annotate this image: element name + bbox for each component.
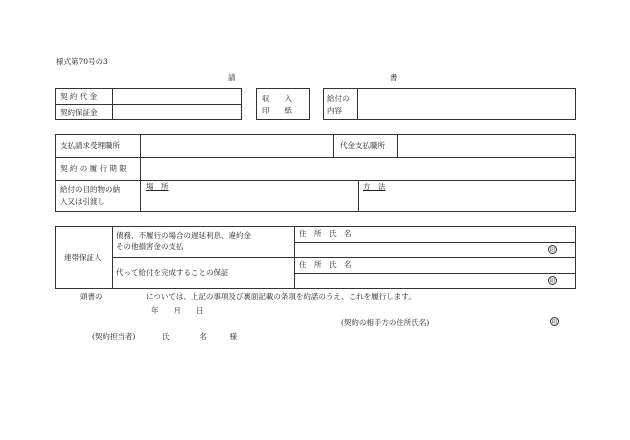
divider (333, 134, 334, 157)
seal-icon: 印 (549, 247, 556, 254)
contract-officer-label: (契約担当者) (92, 332, 136, 341)
guarantee-clause-1-line-1: 債務、不履行の場合の遅延利息、違約金 (116, 231, 251, 240)
performance-deadline-label: 契 約 の 履 行 期 限 (60, 164, 127, 173)
contract-price-field[interactable] (114, 90, 240, 102)
divider (112, 88, 113, 120)
seal-icon: 印 (551, 319, 558, 326)
guarantor-address-field-2[interactable] (297, 275, 543, 287)
payment-office-field[interactable] (143, 136, 331, 155)
delivery-label-1: 給付の目的物の納 (60, 185, 120, 194)
revenue-stamp-label-1: 収 入 (262, 94, 292, 103)
guarantee-clause-1-line-2: その他損害金の支払 (116, 242, 184, 251)
divider (112, 257, 576, 258)
address-name-label-1: 住 所 氏 名 (299, 229, 352, 238)
pledge-text: については、上記の事項及び裏面記載の条項を約諾のうえ、これを履行します。 (146, 292, 416, 301)
address-name-label-2: 住 所 氏 名 (299, 260, 352, 269)
price-payment-office-field[interactable] (400, 136, 574, 155)
divider (358, 180, 359, 212)
performance-deadline-field[interactable] (143, 159, 574, 178)
guarantee-clause-2: 代って給付を完成することの保証 (116, 268, 229, 277)
date-line: 年 月 日 (151, 306, 204, 315)
title-left-char: 請 (228, 73, 236, 82)
guarantor-address-field-1[interactable] (297, 244, 543, 256)
price-payment-office-label: 代金支払職所 (340, 141, 385, 150)
title-right-char: 書 (390, 73, 398, 82)
form-number: 様式第70号の3 (56, 57, 108, 66)
divider (294, 273, 576, 274)
contract-deposit-field[interactable] (114, 106, 240, 118)
joint-guarantor-label: 連帯保証人 (64, 253, 102, 262)
revenue-stamp-label-2: 印 紙 (262, 106, 292, 115)
counterparty-label: (契約の相手方の住所氏名) (341, 318, 430, 327)
place-label: 場 所 (146, 182, 169, 191)
revenue-stamp-box[interactable] (256, 88, 310, 120)
divider (294, 242, 576, 243)
seal-icon: 印 (549, 278, 556, 285)
divider (397, 134, 398, 157)
divider (357, 88, 358, 120)
contract-deposit-label: 契約保証金 (60, 108, 98, 117)
pledge-start: 頭書の (80, 292, 103, 301)
divider (55, 180, 576, 181)
delivery-label-2: 入又は引渡し (60, 197, 105, 206)
divider (140, 134, 141, 212)
divider (55, 157, 576, 158)
payment-office-label: 支払請求受理職所 (60, 141, 120, 150)
method-label: 方 法 (363, 182, 386, 191)
benefit-content-field[interactable] (360, 90, 574, 118)
method-field[interactable] (361, 192, 574, 210)
place-field[interactable] (143, 192, 356, 210)
benefit-content-label-1: 給付の (327, 94, 350, 103)
contract-officer-name: 氏 名 様 (162, 332, 237, 341)
divider (55, 104, 242, 105)
contract-price-label: 契 約 代 金 (60, 92, 98, 101)
benefit-content-label-2: 内容 (327, 106, 342, 115)
